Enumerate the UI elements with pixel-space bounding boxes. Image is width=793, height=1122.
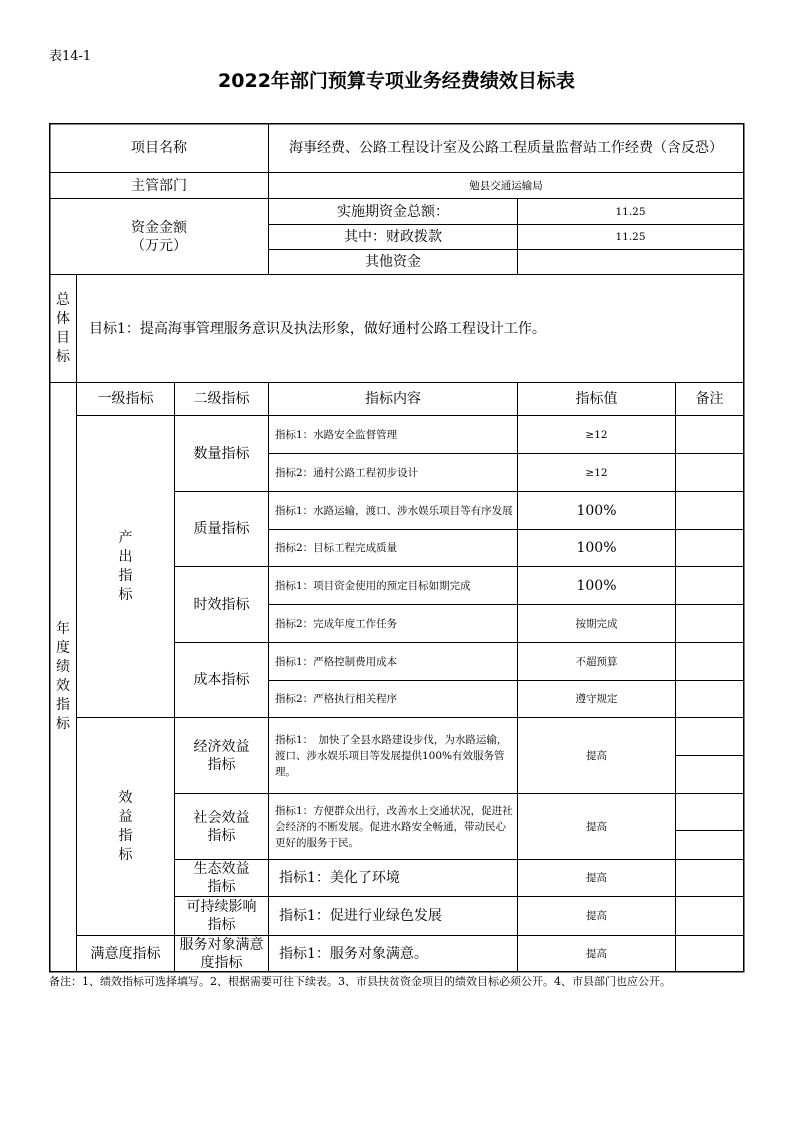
indicator-content: 指标1：服务对象满意。 (279, 945, 428, 962)
funds-fiscal-value: 11.25 (615, 231, 646, 243)
economic-benefit-label: 经济效益指标 (193, 738, 250, 773)
indicator-value: 提高 (586, 910, 607, 922)
indicator-value: 提高 (586, 947, 607, 960)
quantity-indicator-label: 数量指标 (193, 445, 250, 462)
overall-goal-text: 目标1：提高海事管理服务意识及执法形象，做好通村公路工程设计工作。 (89, 320, 546, 337)
funds-total-label: 实施期资金总额： (337, 203, 449, 220)
project-name-label: 项目名称 (131, 140, 187, 156)
sustainable-impact-label: 可持续影响指标 (186, 899, 257, 933)
funds-other-value (518, 250, 743, 274)
header-level2: 二级指标 (193, 391, 250, 407)
ecological-benefit-label: 生态效益指标 (193, 861, 250, 895)
cost-indicator-label: 成本指标 (193, 672, 250, 688)
indicator-value: 按期完成 (575, 617, 618, 630)
table-number: 表14-1 (49, 49, 92, 64)
project-name-value: 海事经费、公路工程设计室及公路工程质量监督站工作经费（含反恐） (289, 140, 723, 156)
overall-goal-label: 总体目标 (56, 291, 70, 365)
indicator-content: 指标1：严格控制费用成本 (275, 655, 398, 668)
indicator-value: 提高 (586, 749, 607, 762)
benefit-indicators-label: 效益指标 (118, 789, 133, 863)
header-level1: 一级指标 (97, 391, 154, 407)
indicator-value: 100% (576, 502, 617, 519)
funds-total-value: 11.25 (615, 205, 646, 218)
department-value: 勉县交通运输局 (469, 179, 543, 192)
indicator-value: 遵守规定 (575, 693, 618, 705)
indicator-content: 指标1：水路运输，渡口、涉水娱乐项目等有序发展 (275, 504, 513, 517)
indicator-value: 提高 (586, 872, 607, 884)
funds-unit: （万元） (131, 237, 187, 254)
service-satisfaction-label: 服务对象满意度指标 (179, 936, 264, 971)
social-benefit-label: 社会效益指标 (193, 809, 250, 844)
quality-indicator-label: 质量指标 (193, 521, 250, 537)
indicator-value: 100% (576, 540, 617, 556)
indicator-value: 100% (576, 577, 617, 594)
footnote: 备注：1、绩效指标可选择填写。2、根据需要可往下续表。3、市县扶贫资金项目的绩效目标必须公开。4、市县部门也应公开。 (49, 975, 671, 988)
timeliness-indicator-label: 时效指标 (193, 596, 250, 613)
indicator-content: 指标2：严格执行相关程序 (275, 693, 398, 705)
indicator-content: 指标1： 加快了全县水路建设步伐，为水路运输，渡口、涉水娱乐项目等发展提供100%有效服务管理。 (275, 733, 508, 778)
annual-indicators-label: 年度绩效指标 (56, 621, 70, 732)
indicator-content: 指标1：方便群众出行，改善水上交通状况，促进社会经济的不断发展。促进水路安全畅通，带动民心更好的服务于民。 (275, 804, 513, 849)
indicator-content: 指标2：目标工程完成质量 (275, 542, 398, 554)
funds-fiscal-label: 其中：财政拨款 (344, 229, 442, 245)
header-note: 备注 (695, 391, 724, 407)
indicator-content: 指标2：通村公路工程初步设计 (275, 466, 419, 479)
header-value: 指标值 (575, 391, 618, 407)
funds-label (50, 199, 268, 274)
indicator-value: ≥12 (585, 428, 608, 441)
satisfaction-indicators-label: 满意度指标 (90, 945, 161, 962)
output-indicators-label: 产出指标 (118, 529, 133, 603)
indicator-content: 指标1：促进行业绿色发展 (279, 908, 442, 924)
indicator-content: 指标1：项目资金使用的预定目标如期完成 (275, 579, 471, 592)
indicator-content: 指标1：美化了环境 (279, 870, 400, 886)
indicator-value: 提高 (586, 820, 607, 833)
funds-label-text: 资金金额 (131, 219, 187, 236)
indicator-content: 指标2：完成年度工作任务 (275, 617, 398, 630)
page-title: 2022年部门预算专项业务经费绩效目标表 (218, 70, 575, 92)
indicator-value: 不超预算 (575, 655, 618, 668)
header-content: 指标内容 (365, 391, 421, 407)
indicator-content: 指标1：水路安全监督管理 (275, 428, 398, 441)
indicator-value: ≥12 (585, 466, 608, 479)
department-label: 主管部门 (131, 177, 187, 194)
funds-other-label: 其他资金 (365, 254, 421, 270)
